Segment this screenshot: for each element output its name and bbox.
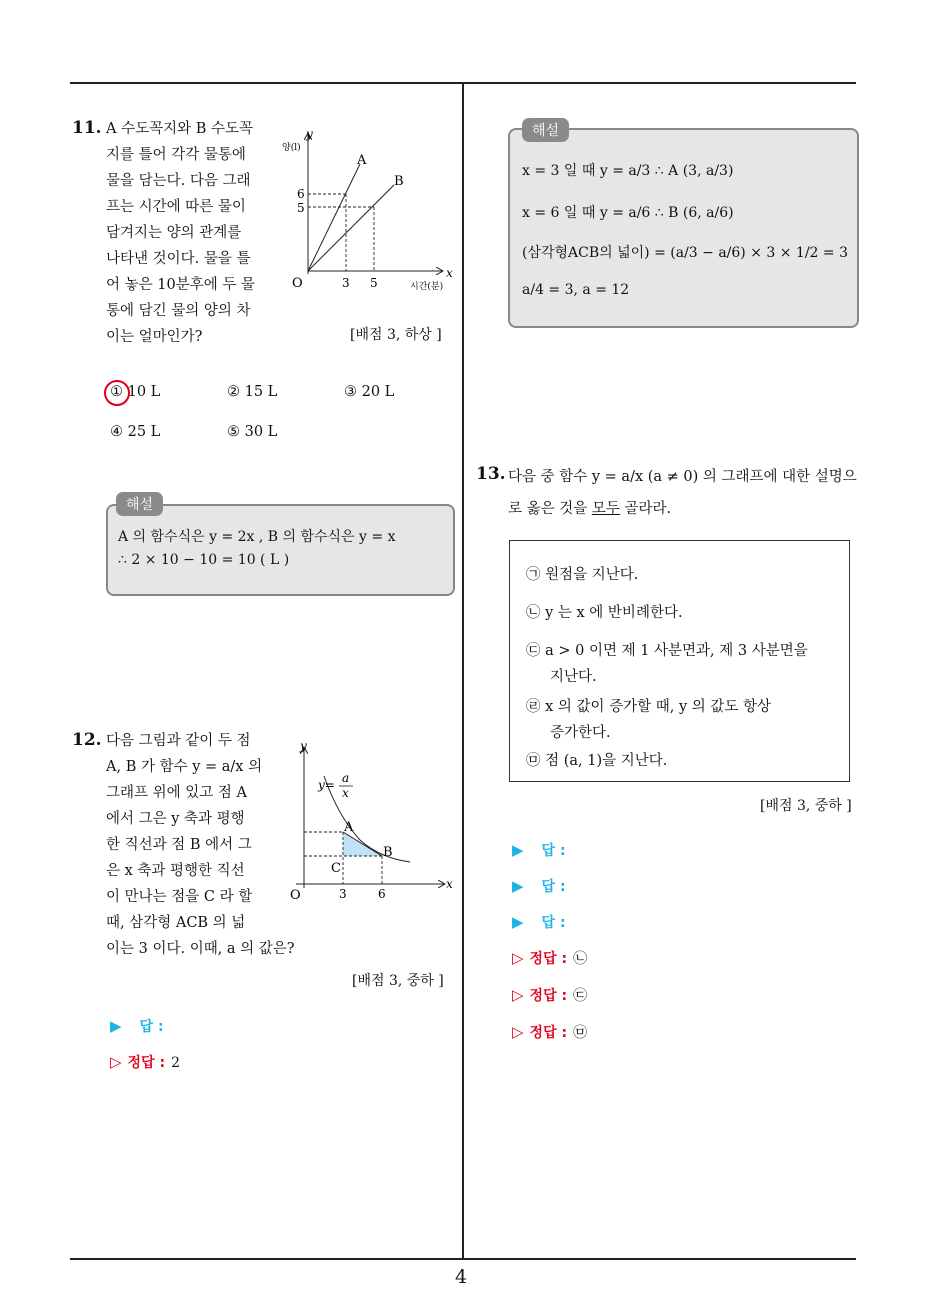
q12-answer-row[interactable]: [110, 1016, 164, 1036]
correct-arrow-icon: ▷: [512, 1023, 524, 1041]
q12-number: 12.: [72, 730, 102, 750]
correct-label: 정답 :: [127, 1055, 166, 1071]
q11-choice-1[interactable]: ① 10 L: [110, 384, 161, 400]
q12-solution-line: x = 3 일 때 y = a/3 ∴ A (3, a/3): [522, 163, 734, 179]
q11-tick-5: 5: [297, 201, 305, 215]
q11-choice-2[interactable]: ② 15 L: [227, 384, 278, 400]
q11-tick-x3: 3: [342, 276, 350, 290]
correct-value: ㉡: [573, 951, 588, 967]
q13-correct-row-3: [512, 1022, 587, 1042]
bottom-rule: [70, 1258, 856, 1260]
correct-label: 정답 :: [529, 1025, 568, 1041]
q11-label-b: B: [394, 174, 404, 189]
q11-line-a: [308, 164, 360, 271]
page-number: 4: [455, 1266, 468, 1288]
q11-score: [배점 3, 하상 ]: [350, 327, 442, 343]
q11-line: 어 놓은 10분후에 두 물: [106, 277, 255, 293]
q11-number: 11.: [72, 118, 102, 138]
q12-line: 은 x 축과 평행한 직선: [106, 863, 245, 879]
q12-line: 이 만나는 점을 C 라 할: [106, 889, 253, 905]
q12-graph: [280, 736, 460, 906]
correct-arrow-icon: ▷: [512, 949, 524, 967]
q12-label-a: A: [344, 820, 354, 835]
q11-solution-tag: 해설: [116, 492, 163, 516]
q12-label-c: C: [331, 861, 341, 876]
correct-value: ㉢: [573, 988, 588, 1004]
q12-line: A, B 가 함수 y = a/x 의: [106, 759, 263, 775]
q11-origin: O: [292, 276, 303, 291]
q11-line: 지를 틀어 각각 물통에: [106, 147, 246, 163]
q12-label-b: B: [383, 845, 393, 860]
q13-condition-5: ㉤ 점 (a, 1)을 지난다.: [526, 753, 668, 769]
correct-label: 정답 :: [529, 988, 568, 1004]
q11-tick-6: 6: [297, 187, 305, 201]
q12-solution-box: [508, 128, 859, 328]
q12-func-y: y=: [318, 778, 335, 792]
answer-label: 답 :: [541, 879, 566, 895]
q13-condition-3: ㉢ a > 0 이면 제 1 사분면과, 제 3 사분면을: [526, 643, 808, 659]
q11-solution-line: A 의 함수식은 y = 2x , B 의 함수식은 y = x: [118, 529, 396, 545]
answer-label: 답 :: [139, 1019, 164, 1035]
q13-line-1: 다음 중 함수 y = a/x (a ≠ 0) 의 그래프에 대한 설명으: [508, 469, 857, 485]
correct-value: ㉤: [573, 1025, 588, 1041]
q11-line: 통에 담긴 물의 양의 차: [106, 303, 251, 319]
q11-choice-5[interactable]: ⑤ 30 L: [227, 424, 278, 440]
answer-arrow-icon: ▶: [110, 1017, 122, 1035]
answer-arrow-icon: ▶: [512, 841, 524, 859]
q11-line: A 수도꼭지와 B 수도꼭: [106, 121, 254, 137]
q12-x-var: x: [446, 877, 453, 891]
q13-correct-row-2: [512, 985, 587, 1005]
q13-condition-1: ㉠ 원점을 지난다.: [526, 567, 639, 583]
q13-condition-4: ㉣ x 의 값이 증가할 때, y 의 값도 항상: [526, 699, 772, 715]
q12-correct-row: [110, 1052, 180, 1072]
q12-origin: O: [290, 888, 301, 903]
q11-text: [106, 116, 266, 350]
q11-solution-line: ∴ 2 × 10 − 10 = 10 ( L ): [118, 552, 290, 568]
q11-line: 담겨지는 양의 관계를: [106, 225, 242, 241]
correct-arrow-icon: ▷: [512, 986, 524, 1004]
q11-choice-4[interactable]: ④ 25 L: [110, 424, 161, 440]
q11-line: 프는 시간에 따른 물이: [106, 199, 246, 215]
q11-y-var: y: [306, 127, 313, 141]
correct-value: 2: [171, 1055, 180, 1071]
q12-solution-tag: 해설: [522, 118, 569, 142]
q12-func-num: a: [342, 771, 350, 785]
q12-tick-3: 3: [339, 887, 347, 901]
q11-y-label: 양(l): [282, 143, 301, 153]
q11-x-label: 시간(분): [410, 282, 444, 292]
q13-answer-row-3[interactable]: [512, 912, 566, 932]
q11-solution-box: [106, 504, 455, 596]
q11-label-a: A: [357, 153, 367, 168]
answer-label: 답 :: [541, 915, 566, 931]
q12-line: 에서 그은 y 축과 평행: [106, 811, 245, 827]
q12-score: [배점 3, 중하 ]: [352, 973, 444, 989]
q12-solution-line: x = 6 일 때 y = a/6 ∴ B (6, a/6): [522, 205, 734, 221]
q11-x-var: x: [446, 266, 453, 280]
column-divider: [462, 82, 464, 1260]
q12-solution-line: a/4 = 3, a = 12: [522, 282, 630, 298]
q12-func-den: x: [342, 786, 349, 800]
q11-line: 나타낸 것이다. 물을 틀: [106, 251, 251, 267]
q13-condition-4-cont: 증가한다.: [550, 725, 611, 741]
correct-arrow-icon: ▷: [110, 1053, 122, 1071]
q13-line2-post: 골라라.: [619, 501, 672, 517]
q11-line-b: [308, 185, 394, 271]
q11-choice-3[interactable]: ③ 20 L: [344, 384, 395, 400]
q12-line: 이는 3 이다. 이때, a 의 값은?: [106, 941, 295, 957]
q11-tick-x5: 5: [370, 276, 378, 290]
q13-condition-2: ㉡ y 는 x 에 반비례한다.: [526, 605, 683, 621]
answer-arrow-icon: ▶: [512, 913, 524, 931]
q13-line-2: [508, 496, 671, 522]
q13-answer-row-1[interactable]: [512, 840, 566, 860]
q12-line: 한 직선과 점 B 에서 그: [106, 837, 252, 853]
q12-y-var: y: [300, 739, 307, 753]
q13-correct-row-1: [512, 948, 587, 968]
q12-solution-line: (삼각형ACB의 넓이) = (a/3 − a/6) × 3 × 1/2 = 3: [522, 245, 848, 261]
q11-line: 이는 얼마인가?: [106, 329, 203, 345]
q12-line: 그래프 위에 있고 점 A: [106, 785, 247, 801]
q13-answer-row-2[interactable]: [512, 876, 566, 896]
q13-number: 13.: [476, 464, 506, 484]
q12-line: 때, 삼각형 ACB 의 넓: [106, 915, 246, 931]
q12-tick-6: 6: [378, 887, 386, 901]
q11-line: 물을 담는다. 다음 그래: [106, 173, 251, 189]
q13-line2-underline: 모두: [591, 501, 620, 517]
q13-score: [배점 3, 중하 ]: [760, 798, 852, 814]
q13-condition-3-cont: 지난다.: [550, 669, 597, 685]
q11-graph: [270, 122, 460, 297]
answer-label: 답 :: [541, 843, 566, 859]
answer-arrow-icon: ▶: [512, 877, 524, 895]
q12-line: 다음 그림과 같이 두 점: [106, 733, 251, 749]
q13-line2-pre: 로 옳은 것을: [508, 501, 592, 517]
correct-label: 정답 :: [529, 951, 568, 967]
